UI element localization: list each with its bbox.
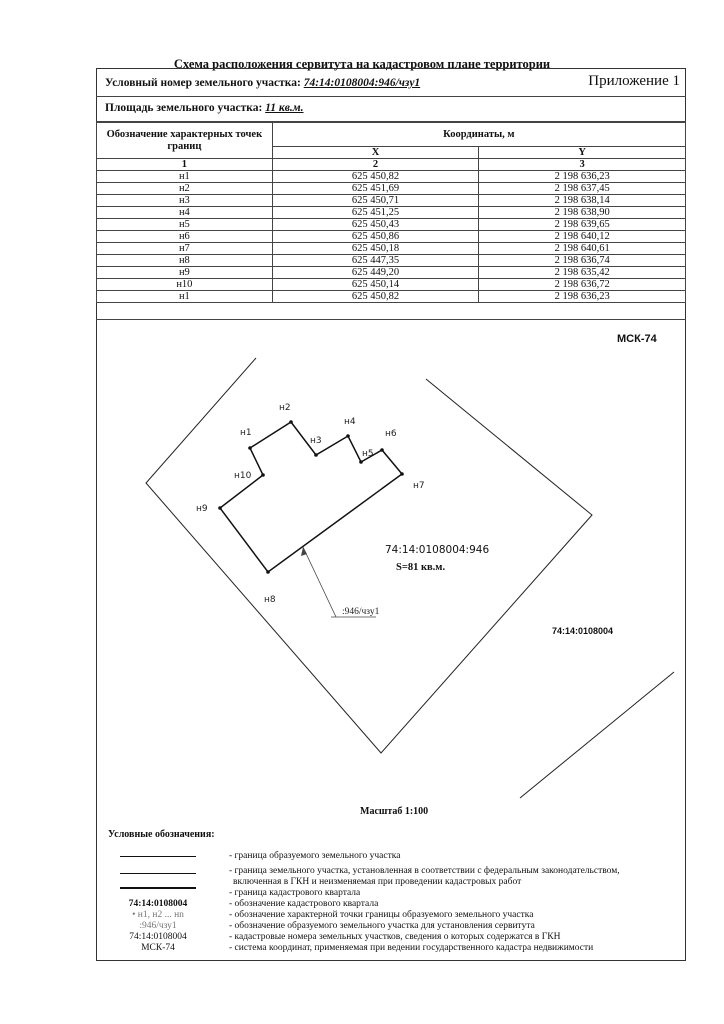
cell-x: 625 450,18 [272,243,479,255]
point-label-n1: н1 [240,428,252,438]
cell-y: 2 198 638,14 [479,195,686,207]
legend-symbol-points-text: н1, н2 ... нn [137,910,184,920]
area-label: Площадь земельного участка: [105,102,263,114]
cell-x: 625 450,43 [272,219,479,231]
y-header: Y [479,147,686,159]
legend-symbol-line [120,856,196,857]
vertex-n7 [400,472,404,476]
cell-x: 625 450,82 [272,291,479,303]
cell-point: н7 [97,243,273,255]
vertex-n10 [261,473,265,477]
col-points-header: Обозначение характерных точек границ [97,123,273,159]
cell-point: н4 [97,207,273,219]
legend-symbol-cadastral: 74:14:0108004 [129,932,187,942]
cell-point: н8 [97,255,273,267]
table-row [97,171,686,183]
cell-y: 2 198 640,61 [479,243,686,255]
point-label-n2: н2 [279,403,291,413]
legend-symbol-msk: МСК-74 [141,943,175,953]
point-label-n5: н5 [362,449,374,459]
parcel-number-row [105,77,420,89]
table-row [97,279,686,291]
parcel-number-label: Условный номер земельного участка: [105,77,301,89]
cell-x: 625 449,20 [272,267,479,279]
cell-y: 2 198 639,65 [479,219,686,231]
vertex-n9 [218,506,222,510]
vertex-n2 [289,420,293,424]
point-label-n10: н10 [234,471,252,481]
area-row [105,102,304,114]
cell-point: н9 [97,267,273,279]
quarter-boundary [520,672,674,798]
cadastral-map [96,320,686,820]
legend-item: - граница кадастрового квартала [229,888,361,898]
legend-symbol-servitude: :946/чзу1 [139,921,177,931]
cell-y: 2 198 636,23 [479,171,686,183]
point-marker-icon: • [132,910,136,920]
cell-y: 2 198 636,72 [479,279,686,291]
cell-x: 625 451,25 [272,207,479,219]
vertex-n5 [359,460,363,464]
cell-y: 2 198 636,23 [479,291,686,303]
col-number: 1 [97,159,273,171]
point-label-n8: н8 [264,595,276,605]
point-label-n6: н6 [385,429,397,439]
table-row [97,255,686,267]
legend-item: - обозначение характерной точки границы образуемого земельного участка [229,910,534,920]
table-row [97,195,686,207]
coords-header: Координаты, м [272,123,685,147]
legend-symbol-points [120,910,196,920]
vertex-n3 [314,453,318,457]
servitude-leader [303,547,336,617]
point-label-n7: н7 [413,481,425,491]
table-row [97,219,686,231]
col-number: 2 [272,159,479,171]
cell-point: н6 [97,231,273,243]
cell-point: н5 [97,219,273,231]
table-row [97,243,686,255]
cell-point: н3 [97,195,273,207]
legend-symbol-line [120,873,196,874]
area-value: 11 кв.м. [265,102,304,114]
legend-symbol-quarter: 74:14:0108004 [128,899,188,909]
point-label-n4: н4 [344,417,356,427]
table-row [97,291,686,303]
quarter-boundary [146,358,592,753]
coordinate-system-label: МСК-74 [617,333,657,345]
vertex-n8 [266,570,270,574]
table-row [97,231,686,243]
legend-item: - граница образуемого земельного участка [229,851,401,861]
parcel-area: S=81 кв.м. [396,562,446,573]
parcel-number: 74:14:0108004:946 [385,544,490,556]
legend-symbol-line [120,887,196,889]
legend-item: - обозначение кадастрового квартала [229,899,379,909]
legend-item: - кадастровые номера земельных участков, сведения о которых содержатся в ГКН [229,932,561,942]
cell-y: 2 198 640,12 [479,231,686,243]
col-number: 3 [479,159,686,171]
cell-x: 625 450,14 [272,279,479,291]
cell-x: 625 451,69 [272,183,479,195]
cell-x: 625 450,71 [272,195,479,207]
divider [96,96,686,97]
cell-point: н1 [97,291,273,303]
cell-point: н1 [97,171,273,183]
vertex-n1 [248,446,252,450]
appendix-label: Приложение 1 [588,73,680,89]
cell-x: 625 447,35 [272,255,479,267]
cell-y: 2 198 638,90 [479,207,686,219]
legend-item: - система координат, применяемая при ведении государственного кадастра недвижимости [229,943,594,953]
point-label-n9: н9 [196,504,208,514]
cell-y: 2 198 636,74 [479,255,686,267]
legend-title: Условные обозначения: [108,829,215,840]
parcel-number-value: 74:14:0108004:946/чзу1 [303,77,421,89]
legend-item: - граница земельного участка, установленная в соответствии с федеральным законодательством, [229,866,620,876]
quarter-label: 74:14:0108004 [552,626,614,636]
coordinates-table [96,122,686,303]
x-header: X [272,147,479,159]
vertex-n4 [346,434,350,438]
table-row [97,267,686,279]
cell-point: н10 [97,279,273,291]
servitude-label: :946/чзу1 [342,607,380,617]
cell-x: 625 450,82 [272,171,479,183]
cell-y: 2 198 635,42 [479,267,686,279]
legend-item: включенная в ГКН и неизменяемая при проведении кадастровых работ [233,877,522,887]
page-title: Схема расположения сервитута на кадастровом плане территории [173,57,551,71]
point-label-n3: н3 [310,436,322,446]
table-row [97,183,686,195]
cell-x: 625 450,86 [272,231,479,243]
cell-point: н2 [97,183,273,195]
vertex-n6 [380,448,384,452]
table-row [97,207,686,219]
legend-item: - обозначение образуемого земельного участка для установления сервитута [229,921,535,931]
cell-y: 2 198 637,45 [479,183,686,195]
map-scale: Масштаб 1:100 [360,806,429,817]
